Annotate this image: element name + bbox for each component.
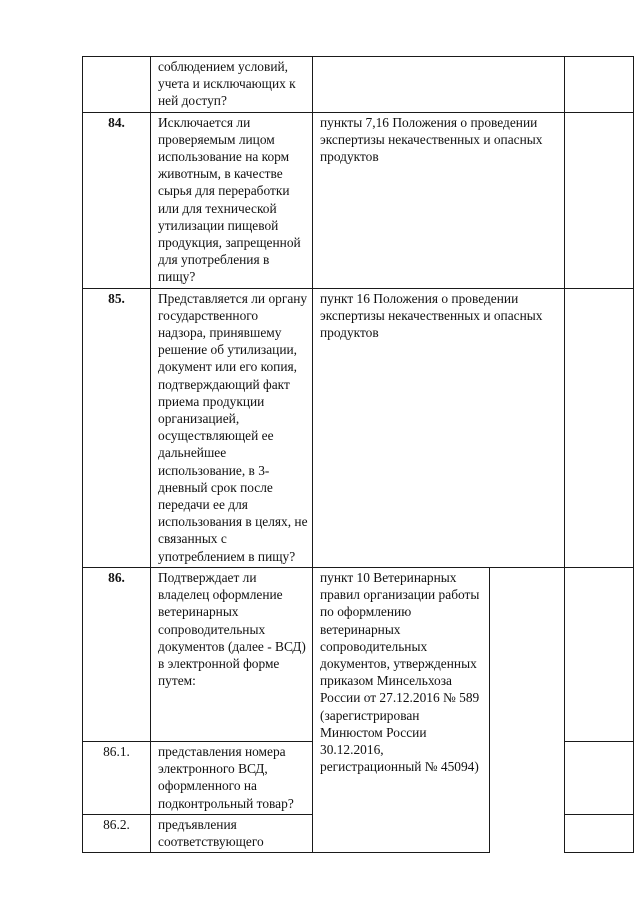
row-number: 84. xyxy=(83,112,151,288)
question-cell: соблюдением условий, учета и исключающих к ней доступ? xyxy=(151,57,313,113)
empty-cell xyxy=(565,814,634,852)
empty-cell xyxy=(565,741,634,814)
question-cell: Исключается ли проверяемым лицом использование на корм животным, в качестве сырья для переработки или для технической утилизации пищевой продукция, запрещенной для употребления в пищу? xyxy=(151,112,313,288)
reference-cell: пункт 16 Положения о проведении экспертизы некачественных и опасных продуктов xyxy=(313,288,565,567)
row-number xyxy=(83,57,151,113)
row-number: 86.2. xyxy=(83,814,151,852)
gap-cell xyxy=(490,567,565,852)
empty-cell xyxy=(565,288,634,567)
reference-cell: пункт 10 Ветеринарных правил организации работы по оформлению ветеринарных сопроводительных документов, утвержденных приказом Минсельхоза России от 27.12.2016 № 589 (зарегистрирован Минюстом России 30.12.2016, регистрационный № 45094) xyxy=(313,567,490,852)
row-number: 86. xyxy=(83,567,151,741)
empty-cell xyxy=(565,57,634,113)
empty-cell xyxy=(565,567,634,741)
reference-cell: пункты 7,16 Положения о проведении экспертизы некачественных и опасных продуктов xyxy=(313,112,565,288)
table-row xyxy=(83,57,634,113)
empty-cell xyxy=(565,112,634,288)
table-row xyxy=(83,567,634,741)
question-cell: Представляется ли органу государственного надзора, принявшему решение об утилизации, документ или его копия, подтверждающий факт приема продукции организацией, осуществляющей ее дальнейшее использование, в 3-дневный срок после передачи ее для использования в целях, не связанных с употреблением в пищу? xyxy=(151,288,313,567)
row-number: 86.1. xyxy=(83,741,151,814)
question-cell: представления номера электронного ВСД, оформленного на подконтрольный товар? xyxy=(151,741,313,814)
table-row xyxy=(83,288,634,567)
row-number: 85. xyxy=(83,288,151,567)
question-cell: предъявления соответствующего xyxy=(151,814,313,852)
checklist-table xyxy=(82,56,634,853)
reference-cell xyxy=(313,57,565,113)
table-row xyxy=(83,112,634,288)
question-cell: Подтверждает ли владелец оформление ветеринарных сопроводительных документов (далее - ВСД) в электронной форме путем: xyxy=(151,567,313,741)
